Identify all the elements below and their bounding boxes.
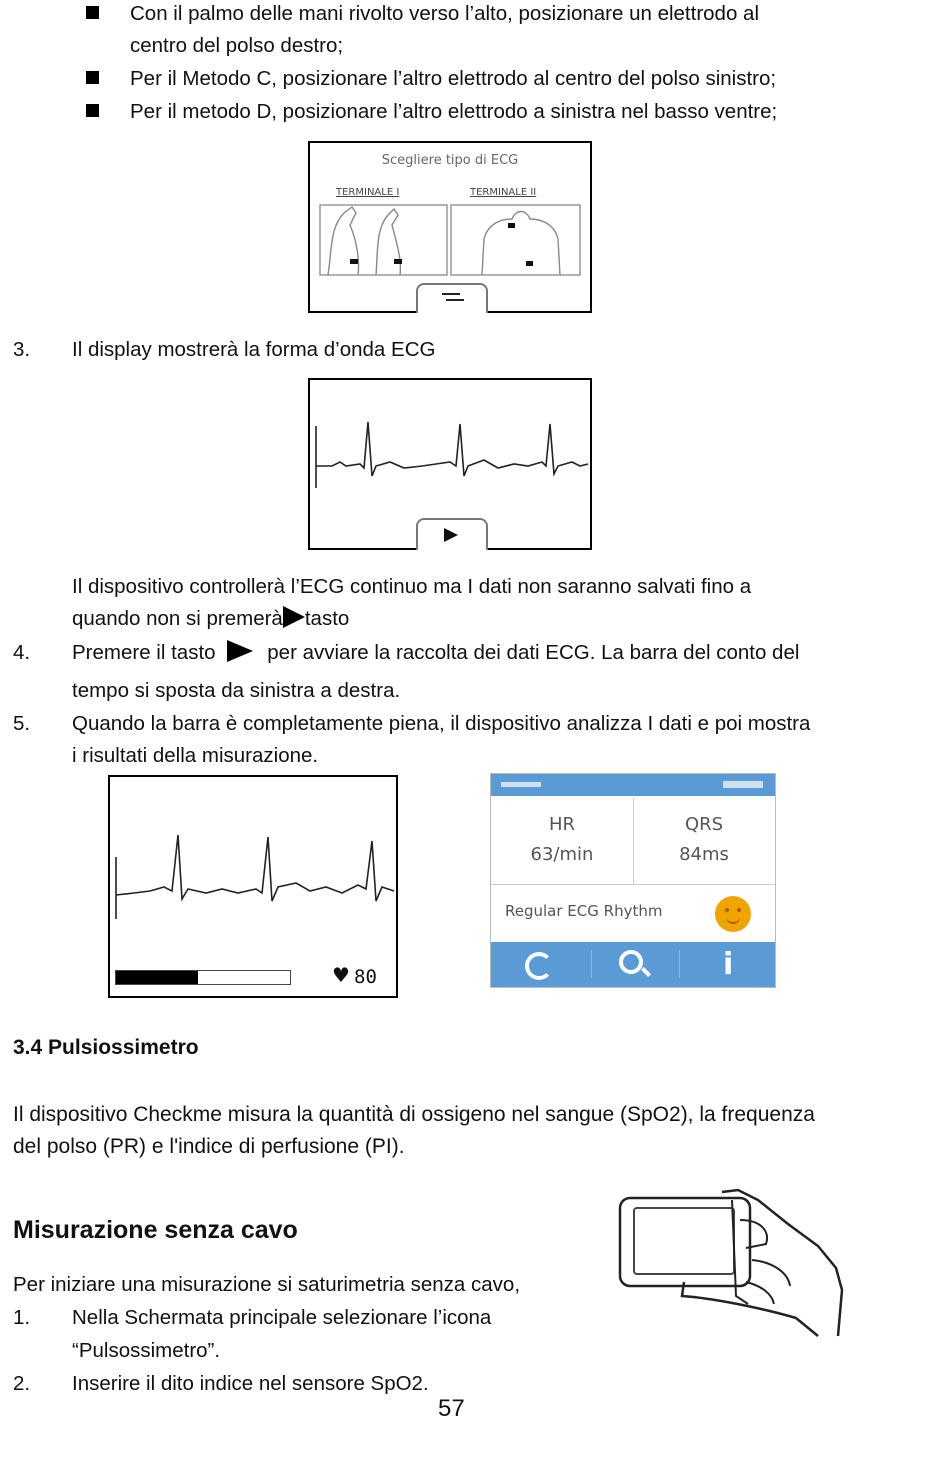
wireless-step-2-number: 2. <box>13 1372 31 1395</box>
note-line-2-end: tasto <box>304 607 350 630</box>
heart-icon: ♥ <box>332 963 350 987</box>
heart-rate-value: 80 <box>354 966 377 988</box>
search-icon-handle <box>641 967 651 977</box>
ecg-waveform-screen <box>308 378 592 550</box>
hr-label: HR <box>548 814 576 835</box>
bullet-3-text: Per il metodo D, posizionare l’altro elettrodo a sinistra nel basso ventre; <box>130 100 778 123</box>
rhythm-result: Regular ECG Rhythm <box>505 902 663 920</box>
step-5-line-2: i risultati della misurazione. <box>72 744 319 767</box>
battery-icon <box>723 781 763 788</box>
wireless-step-1-number: 1. <box>13 1306 31 1329</box>
ecg-measuring-screen <box>108 775 398 998</box>
divider-vertical <box>633 798 634 884</box>
mouth <box>726 916 740 924</box>
step-4-line-2: tempo si sposta da sinistra a destra. <box>72 679 401 702</box>
play-icon <box>283 606 305 628</box>
ecg-waveform <box>110 827 396 927</box>
wireless-step-1-line-2: “Pulsossimetro”. <box>72 1339 221 1362</box>
bullet-2-text: Per il Metodo C, posizionare l’altro elettrodo al centro del polso sinistro; <box>130 67 777 90</box>
time-progress-fill <box>116 971 198 984</box>
switch-icon-part <box>446 299 464 301</box>
note-line-2 <box>72 606 349 632</box>
eye-left <box>725 908 729 912</box>
time-progress-bar <box>115 970 291 985</box>
smiley-face-icon <box>715 896 751 932</box>
section-paragraph-line-2: del polso (PR) e l'indice di perfusione (PI). <box>13 1135 405 1158</box>
step-3-text: Il display mostrerà la forma d’onda ECG <box>72 338 436 361</box>
note-line-2-start: quando non si premerà <box>72 607 283 630</box>
wireless-step-1-line-1: Nella Schermata principale selezionare l’icona <box>72 1306 492 1329</box>
step-4-text-start: Premere il tasto <box>72 641 216 664</box>
step-3-number: 3. <box>13 338 31 361</box>
wireless-intro: Per iniziare una misurazione si saturimetria senza cavo, <box>13 1273 521 1296</box>
ecg-select-screen <box>308 141 592 313</box>
eye-right <box>737 908 741 912</box>
subsection-heading: Misurazione senza cavo <box>13 1216 298 1244</box>
result-toolbar <box>491 942 775 987</box>
search-icon[interactable] <box>619 950 643 974</box>
bullet-marker <box>86 71 99 84</box>
page-number: 57 <box>438 1395 465 1422</box>
toolbar-divider <box>679 950 680 978</box>
play-icon <box>444 528 458 542</box>
toolbar-divider <box>591 950 592 978</box>
ecg-result-screen <box>490 773 776 988</box>
section-paragraph-line-1: Il dispositivo Checkme misura la quantità di ossigeno nel sangue (SpO2), la frequenza <box>13 1103 815 1126</box>
status-header <box>491 774 775 796</box>
hand-device-illustration <box>612 1186 848 1342</box>
header-time <box>501 782 541 787</box>
hr-value: 63/min <box>530 844 594 865</box>
note-line-1: Il dispositivo controllerà l’ECG continuo ma I dati non saranno salvati fino a <box>72 575 752 598</box>
step-4-text-end: per avviare la raccolta dei dati ECG. La barra del conto del <box>267 641 800 664</box>
info-icon[interactable]: i <box>723 947 734 982</box>
ecg-waveform <box>310 416 590 506</box>
step-4-number: 4. <box>13 641 31 664</box>
bullet-1-line-1: Con il palmo delle mani rivolto verso l’alto, posizionare un elettrodo al <box>130 2 759 25</box>
bullet-1-line-2: centro del polso destro; <box>130 34 344 57</box>
switch-button[interactable] <box>416 283 488 313</box>
bullet-marker <box>86 104 99 117</box>
divider-horizontal <box>491 884 775 885</box>
refresh-icon[interactable] <box>525 952 553 980</box>
qrs-label: QRS <box>684 814 724 835</box>
bullet-marker <box>86 6 99 19</box>
step-4-text <box>72 640 799 666</box>
play-button[interactable] <box>416 518 488 550</box>
play-icon <box>227 640 253 662</box>
switch-icon <box>442 293 460 295</box>
step-5-line-1: Quando la barra è completamente piena, il dispositivo analizza I dati e poi mostra <box>72 712 811 735</box>
ecg-select-title: Scegliere tipo di ECG <box>381 153 519 168</box>
step-5-number: 5. <box>13 712 31 735</box>
qrs-value: 84ms <box>679 844 729 865</box>
lead-1-label: TERMINALE I <box>336 187 400 198</box>
wireless-step-2-text: Inserire il dito indice nel sensore SpO2. <box>72 1372 429 1395</box>
section-heading: 3.4 Pulsiossimetro <box>13 1036 199 1059</box>
lead-2-label: TERMINALE II <box>470 187 537 198</box>
